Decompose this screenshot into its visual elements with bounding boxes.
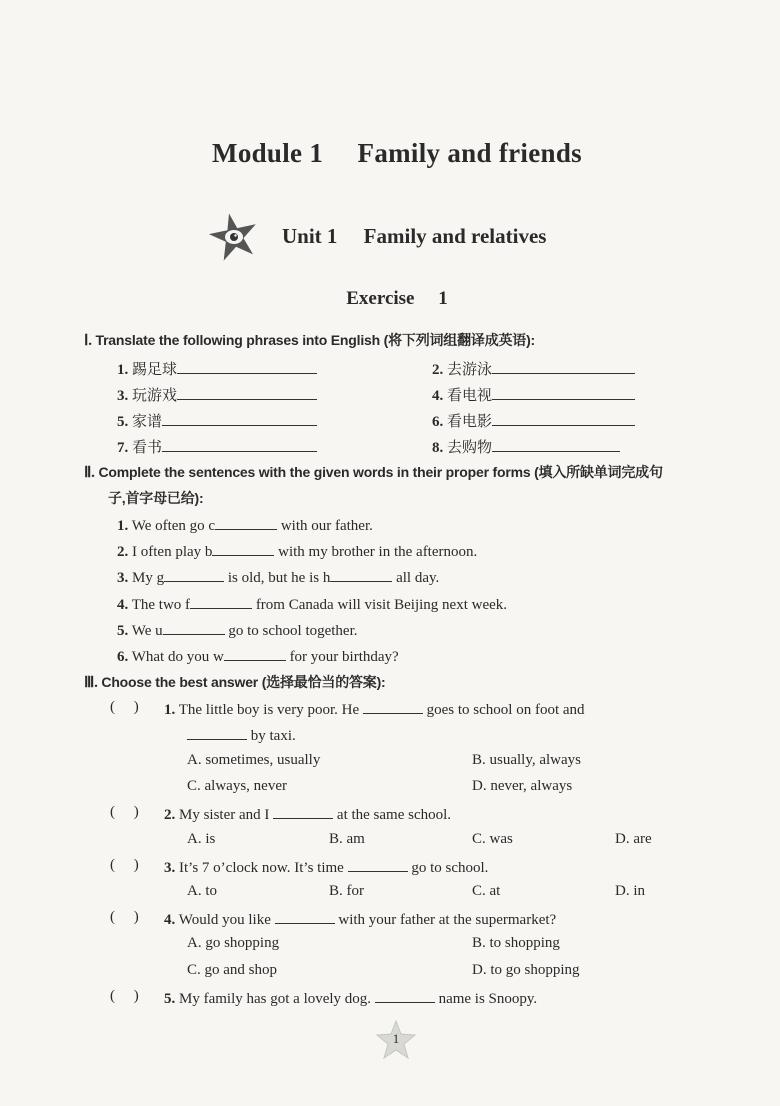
section-2-heading <box>84 462 663 482</box>
question-text: 2. My sister and I at the same school. <box>164 804 451 824</box>
option-a[interactable]: A. go shopping <box>187 935 280 951</box>
list-item: 2. I often play b with my brother in the afternoon. <box>117 541 477 561</box>
answer-blank[interactable] <box>492 437 620 452</box>
section-number: Ⅱ. <box>84 465 95 481</box>
unit-title: Unit 1 Family and relatives <box>282 224 547 248</box>
list-item: 4. The two f from Canada will visit Beijing next week. <box>117 594 507 614</box>
page-number <box>375 1020 417 1060</box>
answer-parentheses[interactable]: ( ) <box>110 804 139 820</box>
page-number-text: 1 <box>392 1031 400 1046</box>
answer-blank[interactable] <box>492 411 635 426</box>
answer-blank[interactable] <box>177 359 317 374</box>
option-b[interactable]: B. am <box>329 831 365 847</box>
question-text-cont: by taxi. <box>187 725 296 745</box>
answer-blank[interactable] <box>162 411 317 426</box>
list-item: 1. 踢足球 <box>117 358 317 379</box>
list-item: 6. 看电影 <box>432 410 635 431</box>
star-eye-icon <box>208 211 260 261</box>
option-a[interactable]: A. is <box>187 831 216 847</box>
answer-blank[interactable] <box>190 594 252 609</box>
answer-blank[interactable] <box>215 515 277 530</box>
option-d[interactable]: D. are <box>615 831 652 847</box>
answer-blank[interactable] <box>492 359 635 374</box>
answer-blank <box>375 988 435 1003</box>
answer-parentheses[interactable]: ( ) <box>110 988 139 1004</box>
answer-blank <box>273 804 333 819</box>
section-1-heading <box>84 330 535 350</box>
list-item: 4. 看电视 <box>432 384 635 405</box>
answer-parentheses[interactable]: ( ) <box>110 857 139 873</box>
answer-blank <box>348 857 408 872</box>
answer-blank[interactable] <box>492 385 635 400</box>
list-item: 7. 看书 <box>117 436 317 457</box>
option-d[interactable]: D. never, always <box>472 778 573 794</box>
answer-blank[interactable] <box>162 437 317 452</box>
section-instruction: Complete the sentences with the given words in their proper forms (填入所缺单词完成句 <box>98 464 663 480</box>
list-item: 3. My g is old, but he is h all day. <box>117 567 439 587</box>
option-d[interactable]: D. to go shopping <box>472 962 580 978</box>
unit-heading <box>208 208 546 263</box>
option-a[interactable]: A. sometimes, usually <box>187 752 321 768</box>
option-c[interactable]: C. was <box>472 831 513 847</box>
exercise-title: Exercise 1 <box>346 288 448 309</box>
option-b[interactable]: B. to shopping <box>472 935 560 951</box>
option-d[interactable]: D. in <box>615 883 645 899</box>
answer-blank <box>363 699 423 714</box>
section-3-heading <box>84 672 386 692</box>
section-number: Ⅰ. <box>84 333 92 349</box>
list-item: 1. We often go c with our father. <box>117 515 373 535</box>
question-text: 1. The little boy is very poor. He goes to school on foot and <box>164 699 585 719</box>
answer-blank <box>187 725 247 740</box>
list-item: 5. 家谱 <box>117 410 317 431</box>
answer-blank[interactable] <box>212 541 274 556</box>
answer-blank[interactable] <box>224 646 286 661</box>
section-instruction: Choose the best answer (选择最恰当的答案): <box>101 674 386 690</box>
answer-blank[interactable] <box>177 385 317 400</box>
answer-blank[interactable] <box>164 567 224 582</box>
option-c[interactable]: C. go and shop <box>187 962 277 978</box>
module-title: Module 1 Family and friends <box>212 138 582 168</box>
option-b[interactable]: B. for <box>329 883 364 899</box>
option-c[interactable]: C. at <box>472 883 501 899</box>
list-item: 8. 去购物 <box>432 436 620 457</box>
question-text: 3. It’s 7 o’clock now. It’s time go to school. <box>164 857 488 877</box>
answer-blank[interactable] <box>330 567 392 582</box>
option-c[interactable]: C. always, never <box>187 778 287 794</box>
list-item: 5. We u go to school together. <box>117 620 358 640</box>
answer-blank <box>275 909 335 924</box>
section-instruction: Translate the following phrases into English (将下列词组翻译成英语): <box>95 332 536 348</box>
answer-blank[interactable] <box>163 620 225 635</box>
answer-parentheses[interactable]: ( ) <box>110 699 139 715</box>
list-item: 2. 去游泳 <box>432 358 635 379</box>
list-item: 6. What do you w for your birthday? <box>117 646 399 666</box>
answer-parentheses[interactable]: ( ) <box>110 909 139 925</box>
section-2-heading-cont: 子,首字母已给): <box>108 490 204 506</box>
question-text: 5. My family has got a lovely dog. name is Snoopy. <box>164 988 537 1008</box>
section-number: Ⅲ. <box>84 675 98 691</box>
question-text: 4. Would you like with your father at the supermarket? <box>164 909 556 929</box>
list-item: 3. 玩游戏 <box>117 384 317 405</box>
option-a[interactable]: A. to <box>187 883 217 899</box>
option-b[interactable]: B. usually, always <box>472 752 582 768</box>
